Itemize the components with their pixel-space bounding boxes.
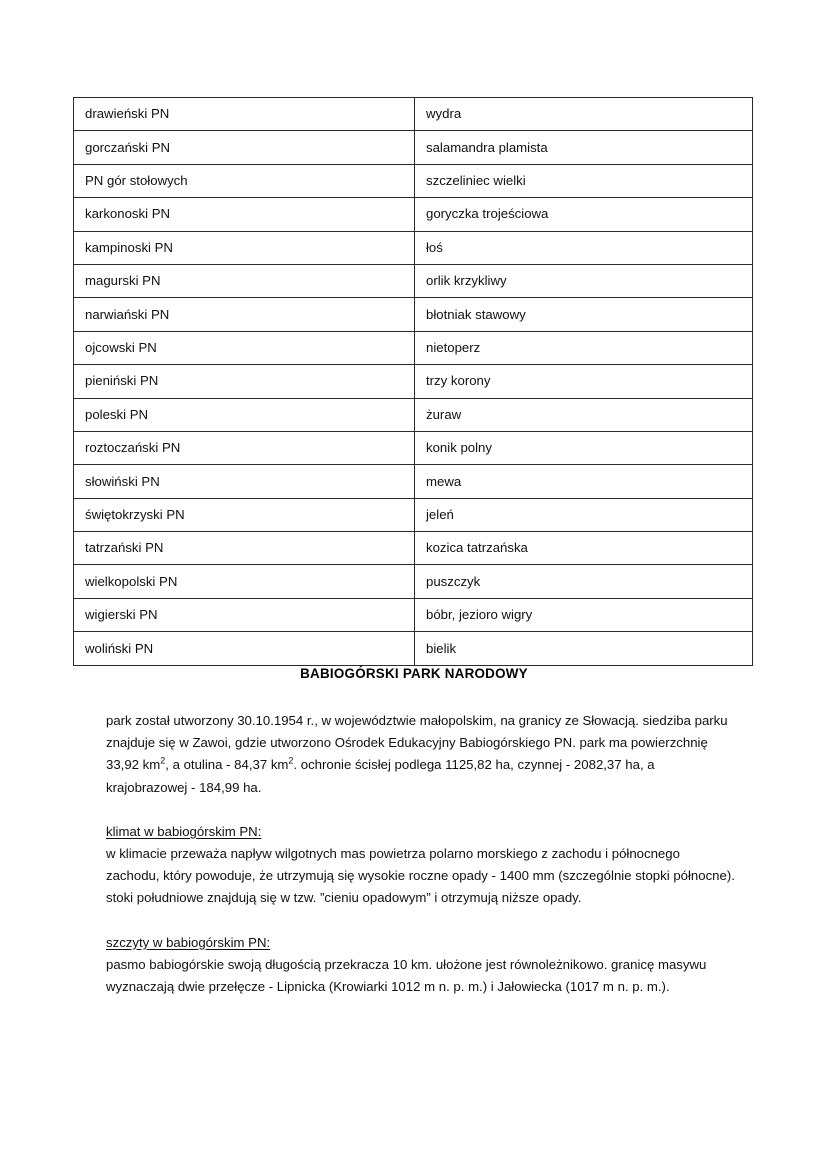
cell-park-name: świętokrzyski PN xyxy=(74,498,415,531)
table-row xyxy=(74,264,753,297)
cell-park-name: ojcowski PN xyxy=(74,331,415,364)
intro-paragraph xyxy=(106,710,737,799)
climate-paragraph: w klimacie przeważa napływ wilgotnych mas powietrza polarno morskiego z zachodu i północnego zachodu, który powoduje, że utrzymują się wysokie roczne opady - 1400 mm (szczególnie stopki północne). stoki południowe znajdują się w tzw. ”cieniu opadowym” i otrzymują niższe opady. xyxy=(106,846,735,906)
cell-park-symbol: goryczka trojeściowa xyxy=(415,198,753,231)
cell-park-symbol: wydra xyxy=(415,98,753,131)
cell-park-symbol: żuraw xyxy=(415,398,753,431)
cell-park-name: pieniński PN xyxy=(74,365,415,398)
cell-park-name: gorczański PN xyxy=(74,131,415,164)
intro-line-1: park został utworzony 30.10.1954 r., w województwie małopolskim, na granicy ze Słowacją. xyxy=(106,713,639,728)
table-row xyxy=(74,565,753,598)
climate-heading-label: klimat w babiogórskim PN: xyxy=(106,823,262,839)
cell-park-symbol: konik polny xyxy=(415,431,753,464)
peaks-heading-label: szczyty w babiogórskim PN: xyxy=(106,934,271,950)
cell-park-symbol: mewa xyxy=(415,465,753,498)
cell-park-name: narwiański PN xyxy=(74,298,415,331)
area-superscript-2: 2 xyxy=(288,756,294,767)
cell-park-name: tatrzański PN xyxy=(74,532,415,565)
cell-park-symbol: trzy korony xyxy=(415,365,753,398)
cell-park-name: PN gór stołowych xyxy=(74,164,415,197)
table-row xyxy=(74,365,753,398)
table-row xyxy=(74,632,753,665)
cell-park-symbol: szczeliniec wielki xyxy=(415,164,753,197)
table-row xyxy=(74,498,753,531)
cell-park-name: słowiński PN xyxy=(74,465,415,498)
area-prefix: park ma powierzchnię 33,92 km xyxy=(106,735,708,773)
cell-park-name: woliński PN xyxy=(74,632,415,665)
area-middle: , a otulina - 84,37 km xyxy=(165,757,289,773)
area-superscript-1: 2 xyxy=(160,756,166,767)
intro-line-2: siedziba parku znajduje się w Zawoi, gdzie utworzono Ośrodek Edukacyjny Babiogórskiego PN. xyxy=(106,713,728,751)
area-suffix: . ochronie ścisłej podlega 1125,82 ha, czynnej - 2082,37 ha, a krajobrazowej - 184,99 ha. xyxy=(106,757,655,795)
cell-park-symbol: bielik xyxy=(415,632,753,665)
table-row xyxy=(74,198,753,231)
cell-park-symbol: łoś xyxy=(415,231,753,264)
table-body xyxy=(74,98,753,666)
article-section xyxy=(0,666,828,995)
table-row xyxy=(74,598,753,631)
cell-park-name: wielkopolski PN xyxy=(74,565,415,598)
cell-park-symbol: nietoperz xyxy=(415,331,753,364)
cell-park-name: poleski PN xyxy=(74,398,415,431)
cell-park-symbol: jeleń xyxy=(415,498,753,531)
national-parks-table xyxy=(73,97,753,666)
cell-park-symbol: orlik krzykliwy xyxy=(415,264,753,297)
page-title: BABIOGÓRSKI PARK NARODOWY xyxy=(300,666,528,681)
article-body xyxy=(106,710,737,998)
cell-park-name: karkonoski PN xyxy=(74,198,415,231)
table-row xyxy=(74,465,753,498)
table-row xyxy=(74,532,753,565)
table-row xyxy=(74,98,753,131)
cell-park-name: drawieński PN xyxy=(74,98,415,131)
cell-park-symbol: błotniak stawowy xyxy=(415,298,753,331)
table-row xyxy=(74,298,753,331)
cell-park-symbol: puszczyk xyxy=(415,565,753,598)
cell-park-name: wigierski PN xyxy=(74,598,415,631)
peaks-paragraph: pasmo babiogórskie swoją długością przekracza 10 km. ułożone jest równoleżnikowo. granicę masywu wyznaczają dwie przełęcze - Lipnicka (Krowiarki 1012 m n. p. m.) i Jałowiecka (1017 m n. p. m.). xyxy=(106,956,707,995)
cell-park-symbol: kozica tatrzańska xyxy=(415,532,753,565)
table-row xyxy=(74,431,753,464)
cell-park-symbol: bóbr, jezioro wigry xyxy=(415,598,753,631)
cell-park-name: kampinoski PN xyxy=(74,231,415,264)
cell-park-name: roztoczański PN xyxy=(74,431,415,464)
table-row xyxy=(74,131,753,164)
cell-park-symbol: salamandra plamista xyxy=(415,131,753,164)
table-row xyxy=(74,231,753,264)
climate-section-heading xyxy=(106,821,737,843)
table-row xyxy=(74,398,753,431)
cell-park-name: magurski PN xyxy=(74,264,415,297)
table-row xyxy=(74,331,753,364)
table-row xyxy=(74,164,753,197)
peaks-section-heading xyxy=(106,932,737,954)
